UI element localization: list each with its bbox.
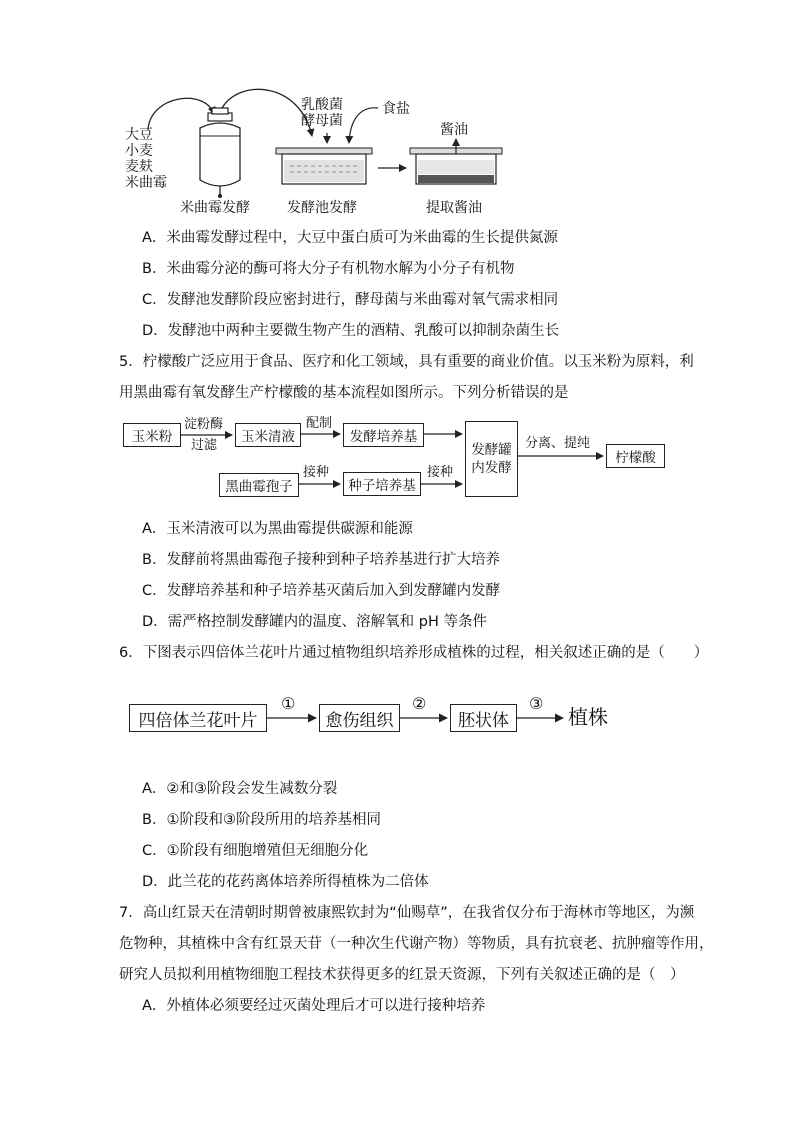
soy-sauce-label: 酱油 bbox=[440, 122, 468, 138]
q7-stem-line-3: 研究人员拟利用植物细胞工程技术获得更多的红景天资源，下列有关叙述正确的是（ ） bbox=[119, 967, 685, 983]
flow-aspergillus-spores: 黑曲霉孢子 bbox=[219, 473, 299, 497]
flow-plant: 植株 bbox=[568, 705, 608, 729]
flow-seed-medium: 种子培养基 bbox=[343, 472, 421, 496]
flow-ferment-medium: 发酵培养基 bbox=[343, 423, 424, 447]
flow-step-2: ② bbox=[412, 694, 427, 713]
q5-option-a: A．玉米清液可以为黑曲霉提供碳源和能源 bbox=[142, 521, 413, 537]
flow-filter-label: 过滤 bbox=[191, 438, 218, 453]
stage-extract-soy-sauce: 提取酱油 bbox=[426, 200, 482, 216]
q5-option-b: B．发酵前将黑曲霉孢子接种到种子培养基进行扩大培养 bbox=[142, 552, 500, 568]
stage-pool-fermentation: 发酵池发酵 bbox=[287, 200, 357, 216]
stage-aspergillus-fermentation: 米曲霉发酵 bbox=[180, 200, 250, 216]
flow-inoculate-label-2: 接种 bbox=[427, 465, 454, 480]
flow-corn-liquid: 玉米清液 bbox=[235, 423, 301, 447]
flow-corn-powder: 玉米粉 bbox=[123, 423, 181, 447]
salt-label: 食盐 bbox=[382, 101, 410, 117]
q4-option-a: A．米曲霉发酵过程中，大豆中蛋白质可为米曲霉的生长提供氮源 bbox=[142, 230, 558, 246]
input-soybean: 大豆 bbox=[125, 127, 153, 143]
q4-option-c: C．发酵池发酵阶段应密封进行，酵母菌与米曲霉对氧气需求相同 bbox=[142, 292, 559, 308]
fermenter-tank-line-1: 发酵罐 bbox=[471, 442, 512, 458]
microbe-lactobacillus: 乳酸菌 bbox=[301, 97, 343, 113]
flow-step-3: ③ bbox=[529, 694, 544, 713]
q5-stem-line-1: 5．柠檬酸广泛应用于食品、医疗和化工领域，具有重要的商业价值。以玉米粉为原料，利 bbox=[119, 354, 694, 370]
q6-option-d: D．此兰花的花药离体培养所得植株为二倍体 bbox=[142, 874, 429, 890]
q5-stem-line-2: 用黑曲霉有氧发酵生产柠檬酸的基本流程如图所示。下列分析错误的是 bbox=[119, 385, 569, 401]
flow-embryoid: 胚状体 bbox=[450, 704, 517, 732]
q7-option-a: A．外植体必须要经过灭菌处理后才可以进行接种培养 bbox=[142, 998, 486, 1014]
microbe-yeast: 酵母菌 bbox=[301, 113, 343, 129]
flow-enzyme-label: 淀粉酶 bbox=[184, 417, 224, 432]
input-bran: 麦麸 bbox=[125, 159, 153, 175]
flow-step-1: ① bbox=[281, 694, 296, 713]
flow-tetraploid-leaf: 四倍体兰花叶片 bbox=[129, 704, 267, 732]
q4-option-b: B．米曲霉分泌的酶可将大分子有机物水解为小分子有机物 bbox=[142, 261, 515, 277]
q7-stem-line-1: 7．高山红景天在清朝时期曾被康熙钦封为“仙赐草”，在我省仅分布于海林市等地区，为濒 bbox=[119, 905, 695, 921]
q5-option-d: D．需严格控制发酵罐内的温度、溶解氧和 pH 等条件 bbox=[142, 614, 487, 630]
input-aspergillus: 米曲霉 bbox=[125, 175, 167, 191]
q6-option-b: B．①阶段和③阶段所用的培养基相同 bbox=[142, 812, 381, 828]
flow-callus: 愈伤组织 bbox=[319, 704, 400, 732]
input-wheat: 小麦 bbox=[125, 143, 153, 159]
q6-option-c: C．①阶段有细胞增殖但无细胞分化 bbox=[142, 843, 369, 859]
q5-option-c: C．发酵培养基和种子培养基灭菌后加入到发酵罐内发酵 bbox=[142, 583, 501, 599]
q7-stem-line-2: 危物种，其植株中含有红景天苷（一种次生代谢产物）等物质，具有抗衰老、抗肿瘤等作用， bbox=[119, 936, 714, 952]
flow-inoculate-label-1: 接种 bbox=[303, 465, 330, 480]
flow-prepare-label: 配制 bbox=[306, 416, 333, 431]
flow-citric-acid: 柠檬酸 bbox=[606, 444, 665, 468]
q6-option-a: A．②和③阶段会发生减数分裂 bbox=[142, 781, 338, 797]
fermenter-tank-line-2: 内发酵 bbox=[471, 460, 512, 476]
q4-option-d: D．发酵池中两种主要微生物产生的酒精、乳酸可以抑制杂菌生长 bbox=[142, 323, 560, 339]
q6-stem: 6．下图表示四倍体兰花叶片通过植物组织培养形成植株的过程，相关叙述正确的是（ ） bbox=[119, 645, 709, 661]
flow-separate-label: 分离、提纯 bbox=[525, 436, 591, 451]
